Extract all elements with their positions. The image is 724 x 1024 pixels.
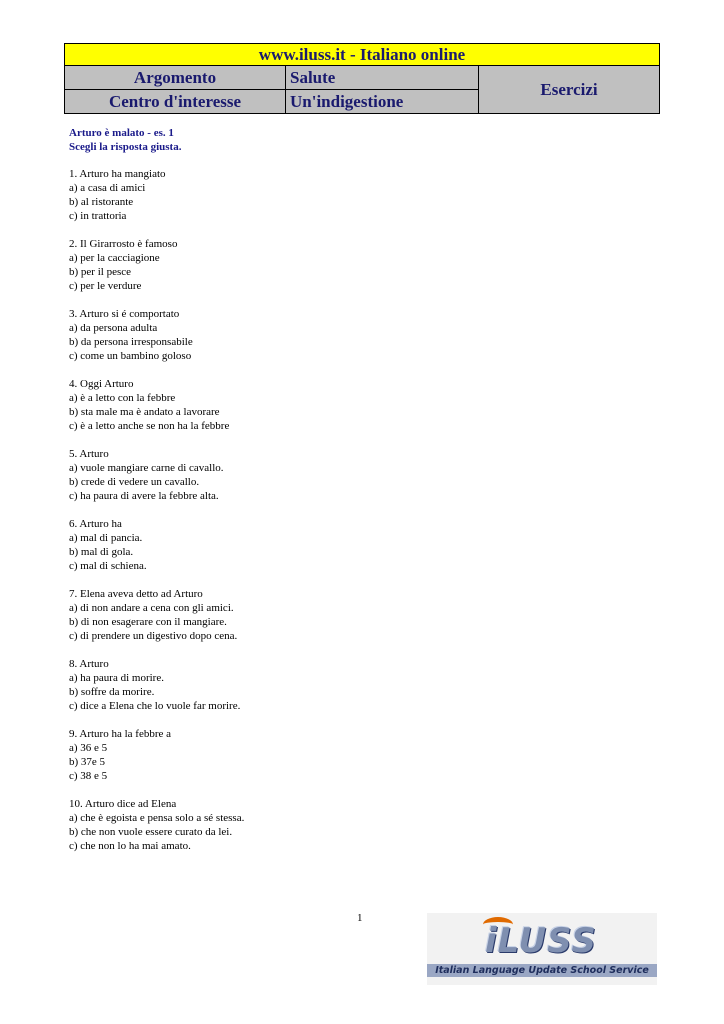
option-c: c) in trattoria [69,210,127,222]
esercizi-cell: Esercizi [479,66,660,114]
option-b: b) per il pesce [69,266,131,278]
question-text: 5. Arturo [69,448,109,460]
option-c: c) dice a Elena che lo vuole far morire. [69,700,241,712]
exercise-instruction: Scegli la risposta giusta. [69,141,182,153]
exercise-intro [69,126,181,154]
page-number: 1 [357,912,363,924]
question-10 [69,797,244,853]
logo-wordmark: iLUSS [485,921,597,961]
question-text: 8. Arturo [69,658,109,670]
centro-value: Un'indigestione [286,90,479,114]
question-text: 3. Arturo si é comportato [69,308,180,320]
option-a: a) da persona adulta [69,322,158,334]
option-c: c) mal di schiena. [69,560,147,572]
argomento-label: Argomento [65,66,286,90]
question-text: 6. Arturo ha [69,518,122,530]
option-a: a) ha paura di morire. [69,672,164,684]
site-title: www.iluss.it - Italiano online [65,44,660,66]
option-b: b) soffre da morire. [69,686,155,698]
option-c: c) che non lo ha mai amato. [69,840,191,852]
question-8 [69,657,244,713]
option-b: b) di non esagerare con il mangiare. [69,616,227,628]
exercise-title: Arturo è malato - es. 1 [69,127,174,139]
question-3 [69,307,244,363]
option-c: c) ha paura di avere la febbre alta. [69,490,219,502]
question-text: 7. Elena aveva detto ad Arturo [69,588,203,600]
option-a: a) che è egoista e pensa solo a sé stessa. [69,812,245,824]
question-6 [69,517,244,573]
option-a: a) di non andare a cena con gli amici. [69,602,234,614]
question-9 [69,727,244,783]
option-c: c) come un bambino goloso [69,350,192,362]
option-a: a) a casa di amici [69,182,146,194]
option-c: c) è a letto anche se non ha la febbre [69,420,230,432]
question-text: 9. Arturo ha la febbre a [69,728,172,740]
option-a: a) è a letto con la febbre [69,392,176,404]
option-a: a) 36 e 5 [69,742,108,754]
iluss-logo [427,913,657,985]
question-text: 10. Arturo dice ad Elena [69,798,177,810]
question-text: 2. Il Girarrosto è famoso [69,238,178,250]
question-list [69,167,244,867]
option-b: b) che non vuole essere curato da lei. [69,826,233,838]
centro-label: Centro d'interesse [65,90,286,114]
option-b: b) al ristorante [69,196,134,208]
option-c: c) di prendere un digestivo dopo cena. [69,630,238,642]
option-b: b) da persona irresponsabile [69,336,193,348]
argomento-value: Salute [286,66,479,90]
option-b: b) 37e 5 [69,756,106,768]
question-7 [69,587,244,643]
question-5 [69,447,244,503]
option-a: a) mal di pancia. [69,532,143,544]
question-2 [69,237,244,293]
option-b: b) crede di vedere un cavallo. [69,476,200,488]
question-1 [69,167,244,223]
logo-tagline: Italian Language Update School Service [435,965,649,976]
question-text: 4. Oggi Arturo [69,378,134,390]
option-c: c) 38 e 5 [69,770,108,782]
option-a: a) per la cacciagione [69,252,160,264]
header-table [64,43,660,114]
question-4 [69,377,244,433]
question-text: 1. Arturo ha mangiato [69,168,166,180]
option-a: a) vuole mangiare carne di cavallo. [69,462,224,474]
option-b: b) sta male ma è andato a lavorare [69,406,220,418]
option-c: c) per le verdure [69,280,142,292]
option-b: b) mal di gola. [69,546,134,558]
